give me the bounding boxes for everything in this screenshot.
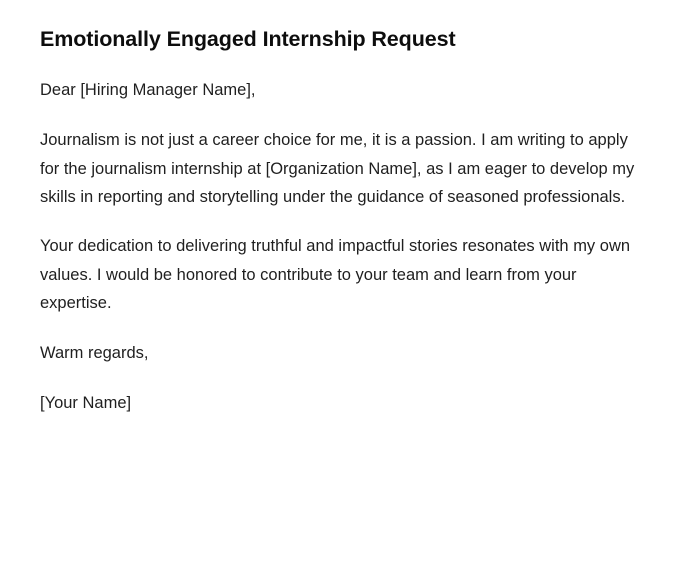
- letter-closing: Warm regards,: [40, 343, 149, 362]
- letter-salutation: Dear [Hiring Manager Name],: [40, 80, 256, 99]
- letter-body-paragraph-2: Your dedication to delivering truthful and impactful stories resonates with my own values. I would be honored to contribute to your team and learn from your expertise.: [40, 237, 631, 313]
- page-title: Emotionally Engaged Internship Request: [40, 27, 456, 51]
- letter-body-paragraph-1: Journalism is not just a career choice for me, it is a passion. I am writing to apply for the journalism internship at [Organization Name], as I am eager to develop my skills in reporting and storytelling under the guidance of seasoned professionals.: [40, 131, 635, 207]
- letter-signature: [Your Name]: [40, 393, 132, 412]
